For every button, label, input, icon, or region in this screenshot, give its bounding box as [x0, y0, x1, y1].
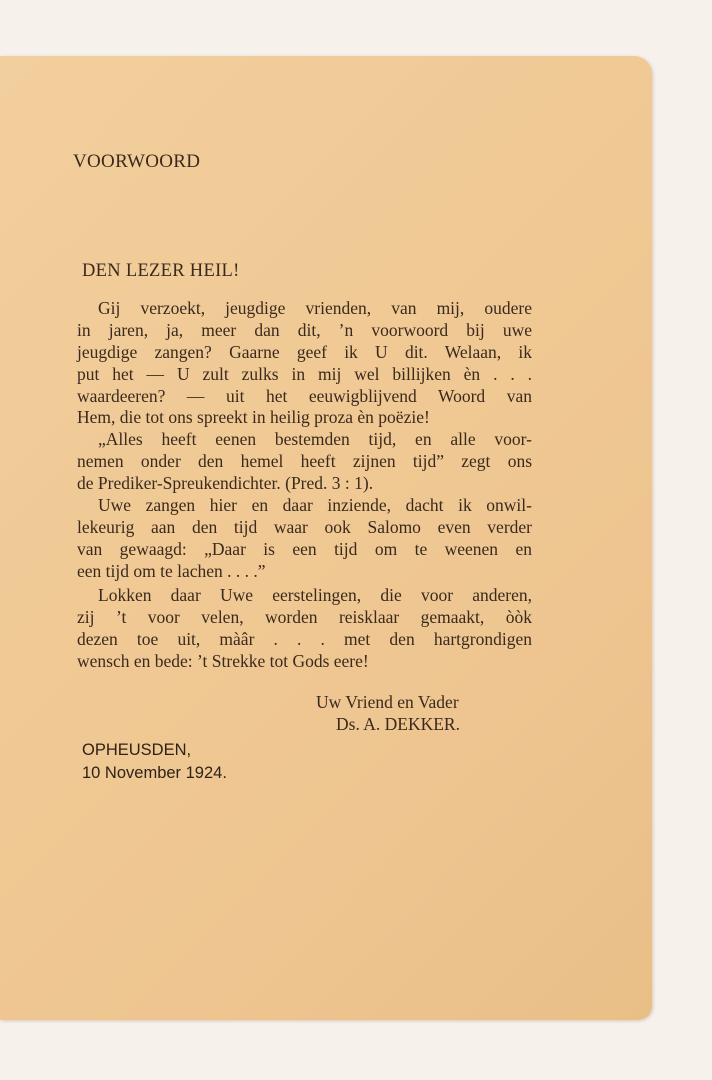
body-line: de Prediker-Spreukendichter. (Pred. 3 : 1).: [77, 473, 374, 493]
body-line: lekeurig aan den tijd waar ook Salomo even verder: [77, 517, 532, 537]
body-line: wensch en bede: ’t Strekke tot Gods eere!: [77, 651, 369, 671]
body-line: van gewaagd: „Daar is een tijd om te weenen en: [77, 539, 532, 559]
body-line: nemen onder den hemel heeft zijnen tijd” zegt ons: [77, 451, 532, 471]
body-line: put het — U zult zulks in mij wel billijken èn . . .: [77, 364, 532, 384]
salutation: DEN LEZER HEIL!: [82, 261, 240, 281]
body-line: een tijd om te lachen . . . .”: [77, 561, 266, 581]
signature-name: Ds. A. DEKKER.: [336, 714, 460, 734]
date: 10 November 1924.: [82, 764, 227, 782]
page-title: VOORWOORD: [73, 151, 201, 172]
place: OPHEUSDEN,: [82, 741, 192, 759]
body-line: dezen toe uit, màâr . . . met den hartgrondigen: [77, 629, 532, 649]
body-line: jeugdige zangen? Gaarne geef ik U dit. Welaan, ik: [77, 342, 532, 362]
body-line: in jaren, ja, meer dan dit, ’n voorwoord bij uwe: [77, 320, 532, 340]
body-line: Uwe zangen hier en daar inziende, dacht ik onwil-: [98, 495, 532, 515]
body-line: zij ’t voor velen, worden reisklaar gemaakt, òòk: [77, 607, 532, 627]
body-line: Lokken daar Uwe eerstelingen, die voor anderen,: [98, 585, 532, 605]
body-line: Gij verzoekt, jeugdige vrienden, van mij, oudere: [98, 298, 532, 318]
body-line: waardeeren? — uit het eeuwigblijvend Woord van: [77, 386, 532, 406]
body-line: Hem, die tot ons spreekt in heilig proza èn poëzie!: [77, 407, 430, 427]
signature-closing: Uw Vriend en Vader: [316, 692, 459, 712]
body-line: „Alles heeft eenen bestemden tijd, en alle voor-: [98, 429, 532, 449]
